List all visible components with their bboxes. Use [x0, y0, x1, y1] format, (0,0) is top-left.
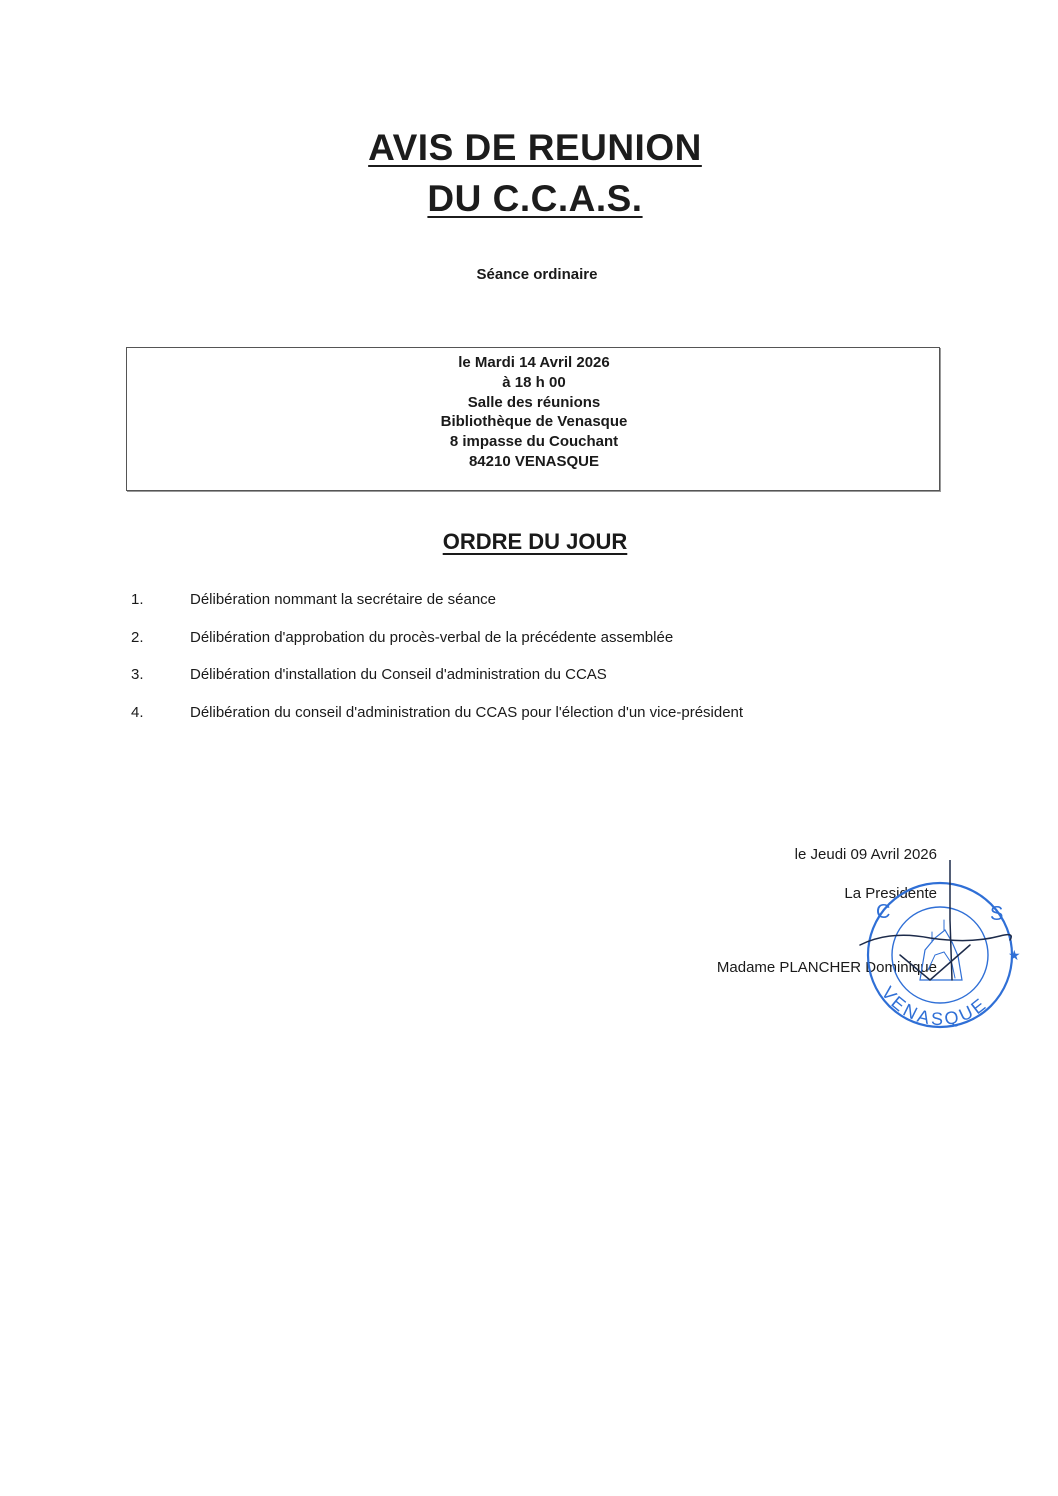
agenda-item	[0, 666, 1058, 704]
meeting-date: le Mardi 14 Avril 2026	[458, 354, 610, 371]
meeting-time: à 18 h 00	[502, 373, 566, 391]
document-title-line-1: AVIS DE REUNION	[368, 127, 702, 168]
agenda-item-number: 3.	[131, 666, 144, 683]
agenda-item-text: Délibération d'installation du Conseil d'administration du CCAS	[190, 666, 607, 683]
official-stamp-with-signature	[840, 860, 1040, 1040]
agenda-heading: ORDRE DU JOUR	[442, 529, 628, 554]
signature-role: La Presidente	[844, 885, 937, 902]
document-title-line-2: DU C.C.A.S.	[427, 178, 643, 219]
agenda-item	[0, 629, 1058, 667]
agenda-item-number: 4.	[131, 703, 144, 721]
stamp-star: ★	[1008, 948, 1021, 964]
meeting-city: 84210 VENASQUE	[468, 452, 600, 470]
meeting-place: Bibliothèque de Venasque	[440, 413, 628, 431]
agenda-item	[0, 591, 1058, 629]
agenda-list	[0, 591, 1058, 741]
signatory-name: Madame PLANCHER Dominique	[716, 959, 937, 976]
agenda-item	[0, 704, 1058, 742]
stamp-letter: S	[990, 903, 1004, 925]
agenda-item-text: Délibération du conseil d'administration du CCAS pour l'élection d'un vice-président	[190, 703, 744, 721]
meeting-street: 8 impasse du Couchant	[449, 433, 619, 451]
stamp-letter: C	[876, 901, 891, 923]
signature-date: le Jeudi 09 Avril 2026	[794, 846, 937, 863]
agenda-item-number: 1.	[131, 591, 144, 608]
meeting-info-box	[126, 347, 940, 491]
stamp-text: VENASQUE	[877, 982, 992, 1030]
meeting-room: Salle des réunions	[467, 393, 601, 411]
agenda-item-number: 2.	[131, 628, 144, 646]
agenda-item-text: Délibération nommant la secrétaire de séance	[190, 591, 496, 608]
session-type: Séance ordinaire	[476, 266, 598, 283]
agenda-item-text: Délibération d'approbation du procès-verbal de la précédente assemblée	[190, 628, 674, 646]
